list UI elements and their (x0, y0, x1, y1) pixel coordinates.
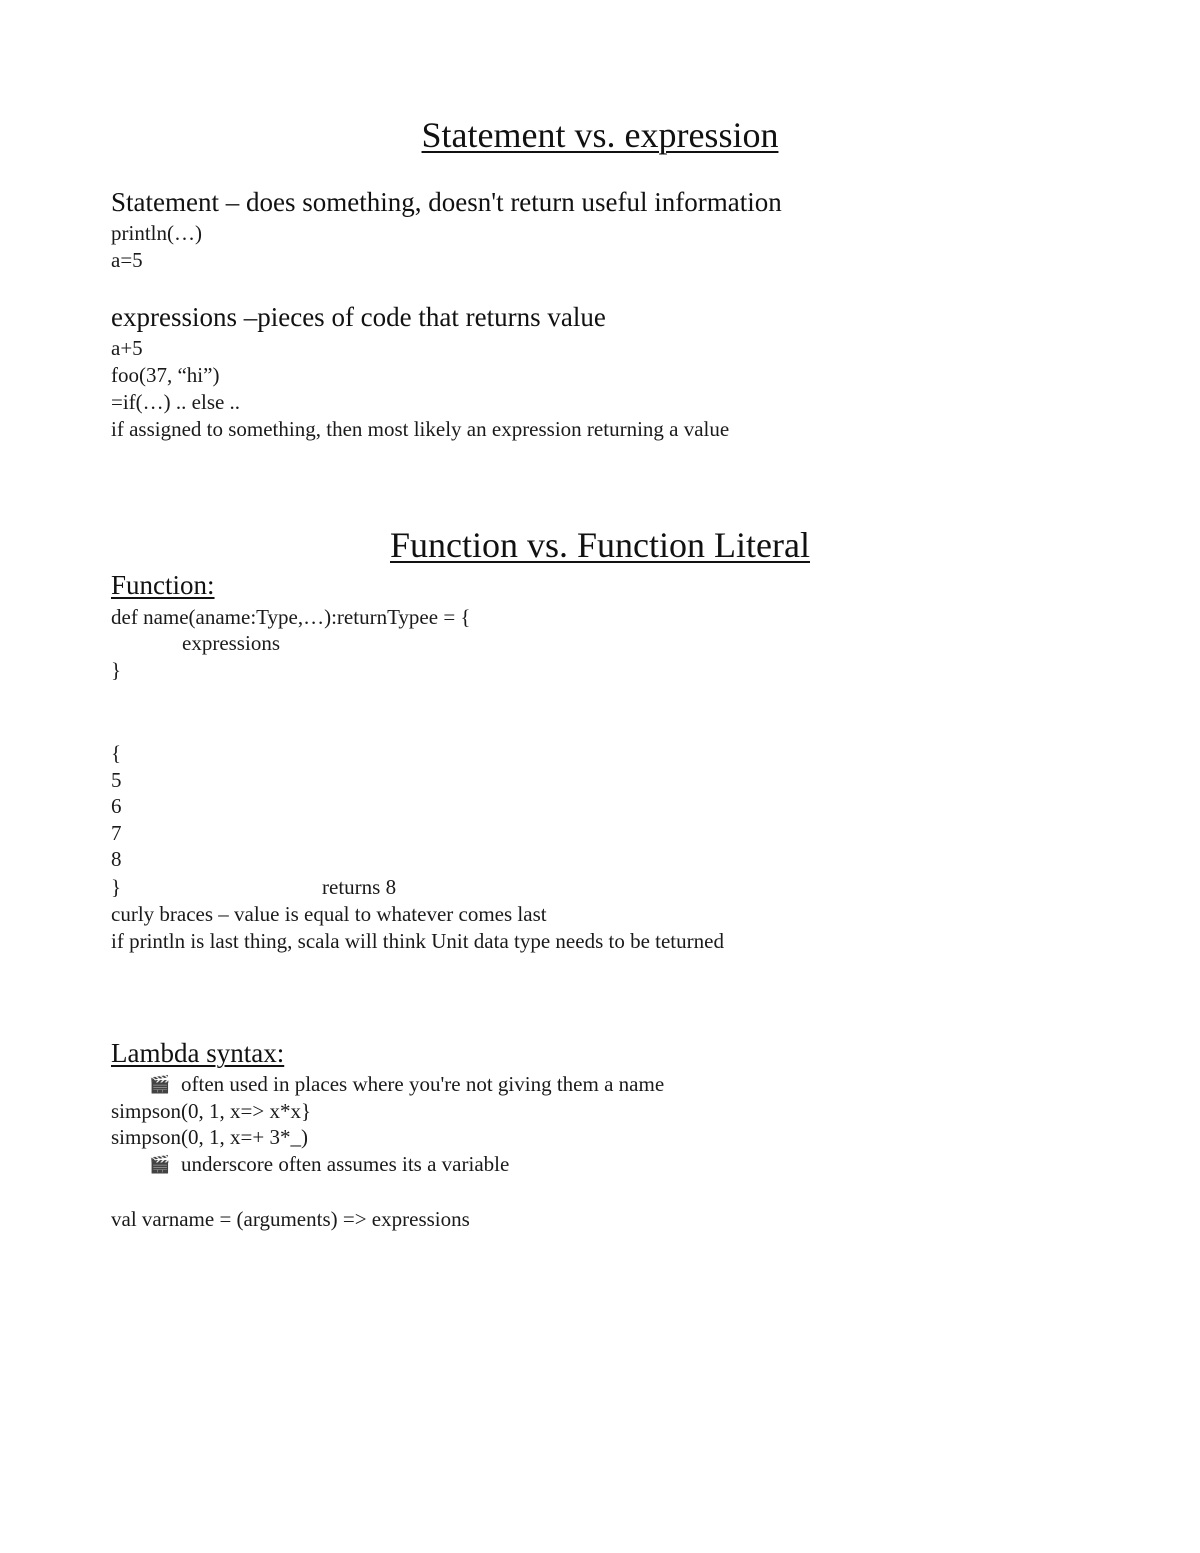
block-line-7: 7 (111, 821, 122, 845)
block-line-close-brace: } (111, 875, 122, 899)
lambda-code-line-1: simpson(0, 1, x=> x*x} (111, 1099, 312, 1123)
lambda-bullet-1 (149, 1071, 664, 1098)
clapperboard-icon: 🎬 (149, 1155, 171, 1174)
block-returns-note: returns 8 (322, 875, 397, 899)
expression-example-1: a+5 (111, 336, 143, 360)
section-title-function-vs-function-literal: Function vs. Function Literal (390, 525, 810, 565)
block-line-open-brace: { (111, 741, 122, 765)
lambda-bullet-2 (149, 1151, 509, 1178)
clapperboard-icon: 🎬 (149, 1075, 171, 1094)
expressions-heading: expressions –pieces of code that returns value (111, 302, 606, 332)
function-code-line-2: expressions (182, 631, 280, 655)
function-code-line-3: } (111, 658, 122, 682)
block-line-6: 6 (111, 794, 122, 818)
section-title-statement-vs-expression: Statement vs. expression (421, 115, 779, 155)
println-unit-note: if println is last thing, scala will think Unit data type needs to be teturned (111, 929, 724, 953)
function-code-line-1: def name(aname:Type,…):returnTypee = { (111, 605, 471, 629)
function-heading: Function: (111, 570, 215, 600)
curly-braces-note: curly braces – value is equal to whatever comes last (111, 902, 547, 926)
lambda-syntax-heading: Lambda syntax: (111, 1038, 285, 1068)
block-line-5: 5 (111, 768, 122, 792)
expression-example-3: =if(…) .. else .. (111, 390, 241, 414)
expression-example-2: foo(37, “hi”) (111, 363, 220, 387)
expression-example-4: if assigned to something, then most likely an expression returning a value (111, 417, 730, 441)
statement-example-2: a=5 (111, 248, 143, 272)
statement-example-1: println(…) (111, 221, 202, 245)
lambda-code-line-2: simpson(0, 1, x=+ 3*_) (111, 1125, 308, 1149)
lambda-syntax-line: val varname = (arguments) => expressions (111, 1207, 470, 1231)
statement-heading: Statement – does something, doesn't return useful information (111, 187, 782, 217)
lambda-bullet-1-text: often used in places where you're not giving them a name (181, 1072, 665, 1096)
block-line-8: 8 (111, 847, 122, 871)
lambda-bullet-2-text: underscore often assumes its a variable (181, 1152, 510, 1176)
